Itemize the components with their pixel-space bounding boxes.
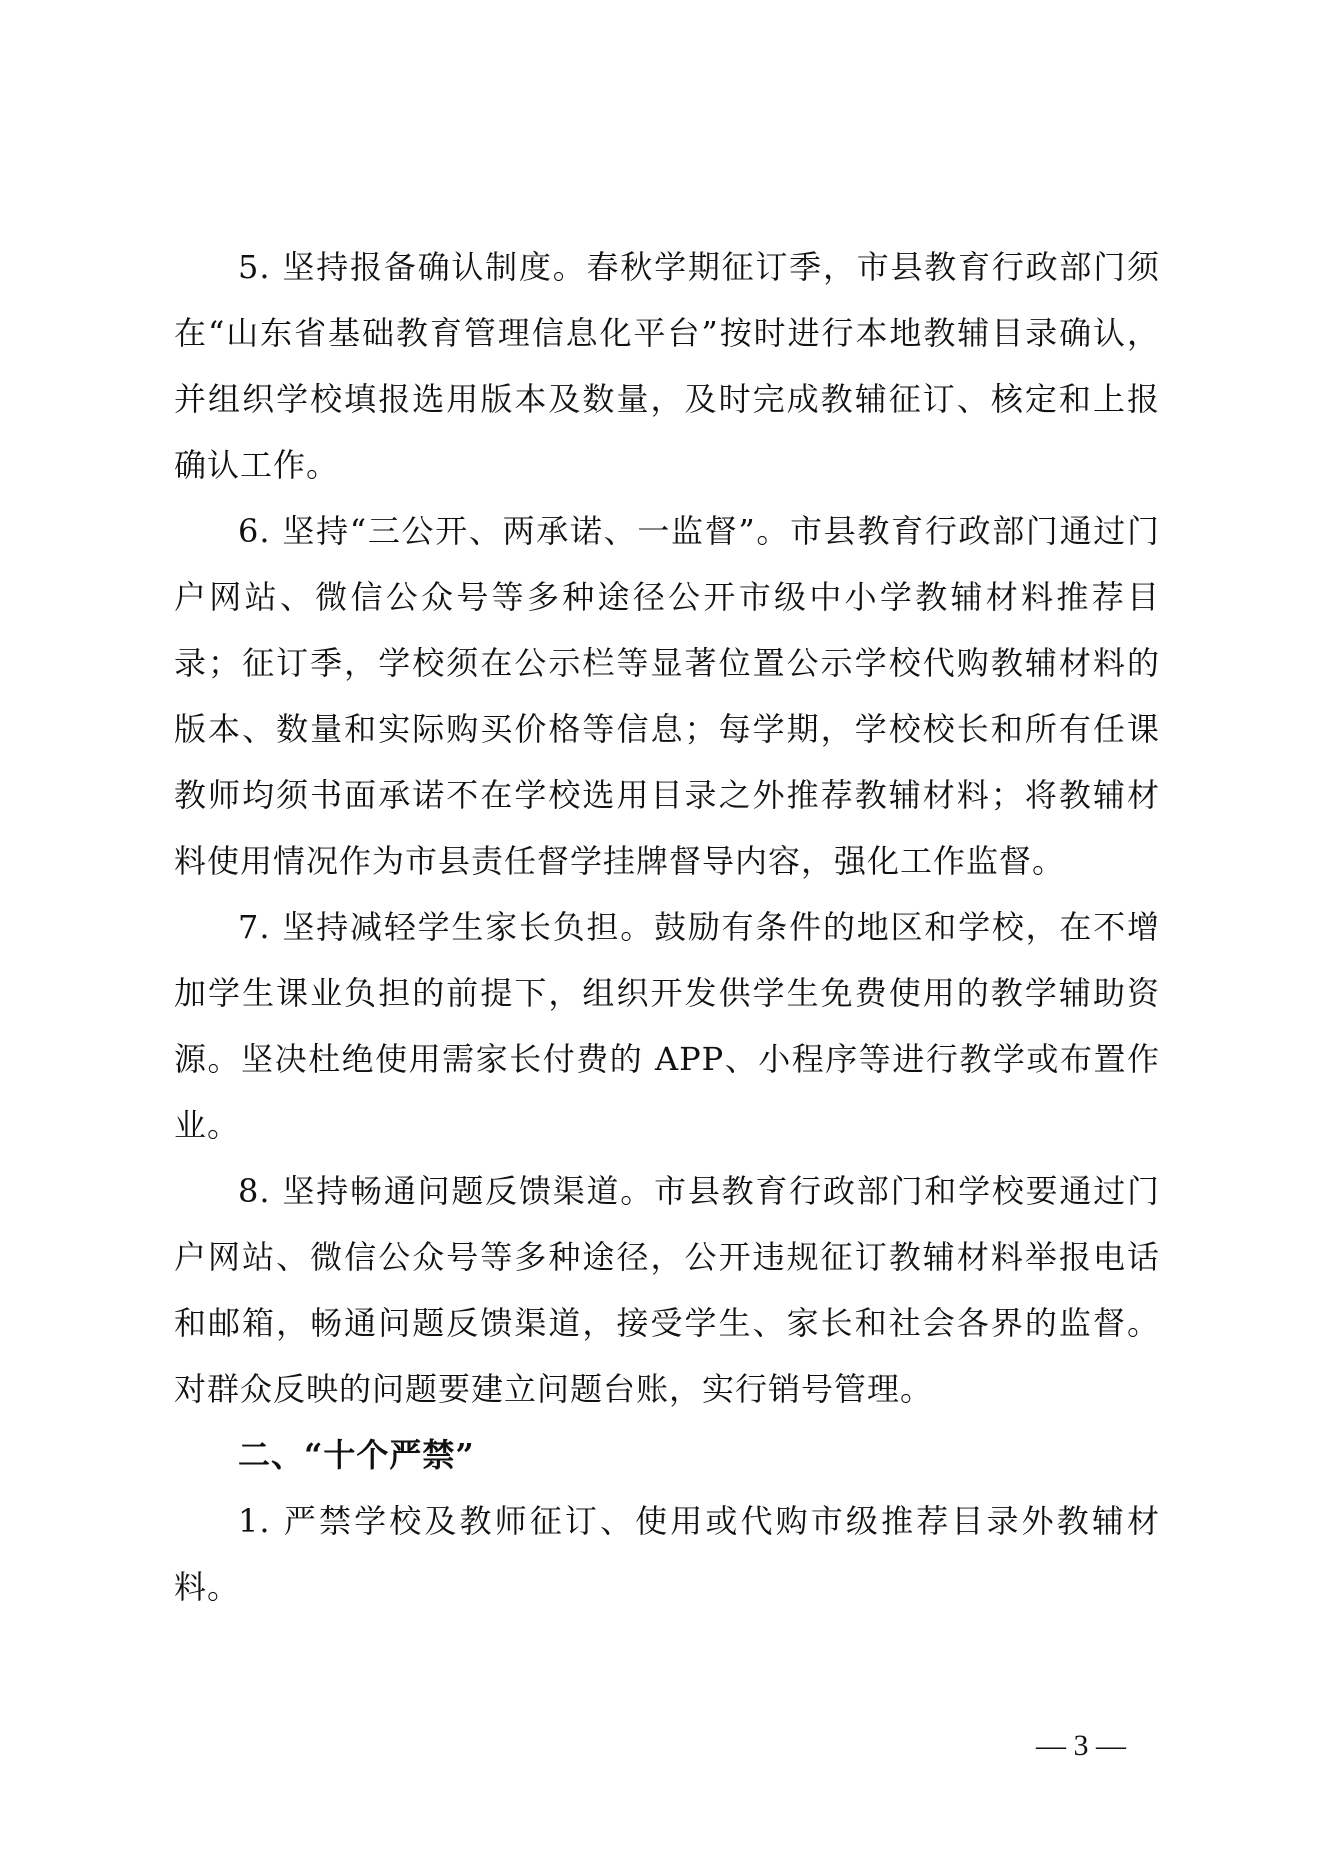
paragraph-item-5: 5. 坚持报备确认制度。春秋学期征订季，市县教育行政部门须在“山东省基础教育管理信息化平台”按时进行本地教辅目录确认，并组织学校填报选用版本及数量，及时完成教辅征订、核定和上报确认工作。	[174, 248, 1160, 484]
document-body	[174, 234, 1160, 1620]
paragraph-prohibition-1: 1. 严禁学校及教师征订、使用或代购市级推荐目录外教辅材料。	[174, 1502, 1160, 1606]
paragraph-item-8: 8. 坚持畅通问题反馈渠道。市县教育行政部门和学校要通过门户网站、微信公众号等多种途径，公开违规征订教辅材料举报电话和邮箱，畅通问题反馈渠道，接受学生、家长和社会各界的监督。对群众反映的问题要建立问题台账，实行销号管理。	[174, 1172, 1160, 1408]
section-heading: 二、“十个严禁”	[238, 1436, 475, 1474]
paragraph-item-6: 6. 坚持“三公开、两承诺、一监督”。市县教育行政部门通过门户网站、微信公众号等多种途径公开市级中小学教辅材料推荐目录；征订季，学校须在公示栏等显著位置公示学校代购教辅材料的版本、数量和实际购买价格等信息；每学期，学校校长和所有任课教师均须书面承诺不在学校选用目录之外推荐教辅材料；将教辅材料使用情况作为市县责任督学挂牌督导内容，强化工作监督。	[174, 512, 1160, 880]
page-number: — 3 —	[1036, 1729, 1126, 1762]
paragraph-item-7: 7. 坚持减轻学生家长负担。鼓励有条件的地区和学校，在不增加学生课业负担的前提下，组织开发供学生免费使用的教学辅助资源。坚决杜绝使用需家长付费的 APP、小程序等进行教学或布置作业。	[174, 908, 1160, 1144]
